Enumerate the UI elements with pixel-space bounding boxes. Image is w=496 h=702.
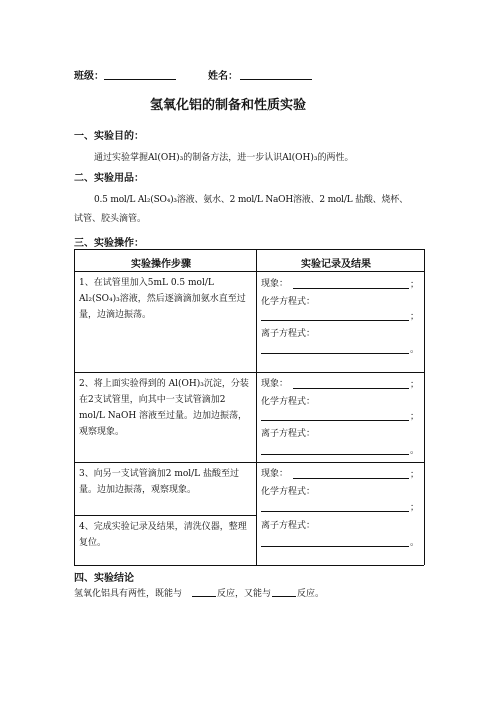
- table-row-divider-2: [74, 462, 424, 463]
- conclusion-text-c: 反应。: [297, 589, 325, 599]
- row1-chem-eq-label: 化学方程式：: [261, 297, 316, 307]
- step-2-text: 2、将上面实验得到的 Al(OH)₃沉淀，分装在2支试管里，向其中一支试管滴加2 mol/L NaOH 溶液至过量。边加边振荡，观察现象。: [79, 379, 249, 437]
- conclusion-text-a: 氢氧化铝具有两性，既能与: [74, 589, 183, 599]
- row1-phenomenon-blank[interactable]: [293, 288, 409, 289]
- column-header-steps: 实验操作步骤: [131, 259, 191, 270]
- row3-semicolon-1: ；: [410, 470, 420, 480]
- table-row-divider-3: [74, 515, 256, 516]
- row3-ion-eq-blank[interactable]: [261, 546, 409, 547]
- step-4-text: 4、完成实验记录及结果，清洗仪器，整理复位。: [79, 522, 247, 548]
- table-border-bottom: [74, 565, 424, 566]
- row2-ion-eq-label: 离子方程式：: [261, 429, 316, 439]
- row3-ion-eq-label: 离子方程式：: [261, 521, 316, 531]
- row1-ion-eq-label: 离子方程式：: [261, 329, 316, 339]
- row2-phenomenon-label: 现象：: [261, 379, 289, 389]
- row1-semicolon-1: ；: [410, 280, 420, 290]
- conclusion-blank-1[interactable]: [192, 596, 216, 597]
- class-label: 班级：: [74, 71, 104, 82]
- row1-ion-eq-blank[interactable]: [261, 353, 409, 354]
- materials-line-2: 试管、胶头滴管。: [74, 214, 147, 224]
- step-1-text: 1、在试管里加入5mL 0.5 mol/L Al₂(SO₄)₃溶液，然后逐滴滴加氨水直至过量，边滴边振荡。: [79, 278, 246, 320]
- row3-period: 。: [410, 538, 420, 548]
- table-border-left: [74, 249, 75, 565]
- conclusion-text-b: 反应，又能与: [217, 589, 272, 599]
- table-border-right: [424, 249, 425, 565]
- row3-phenomenon-label: 现象：: [261, 469, 289, 479]
- row2-ion-eq-blank[interactable]: [261, 454, 409, 455]
- name-label: 姓名：: [208, 71, 238, 82]
- name-blank[interactable]: [240, 79, 312, 80]
- row3-semicolon-2: ；: [410, 503, 420, 513]
- row3-chem-eq-blank[interactable]: [261, 511, 409, 512]
- class-blank[interactable]: [104, 79, 176, 80]
- row3-chem-eq-label: 化学方程式：: [261, 487, 316, 497]
- materials-line-1: 0.5 mol/L Al₂(SO₄)₃溶液、氨水、2 mol/L NaOH溶液、2 mol/L 盐酸、烧杯、: [94, 195, 408, 205]
- row1-period: 。: [410, 345, 420, 355]
- row2-phenomenon-blank[interactable]: [293, 388, 409, 389]
- row2-semicolon-2: ；: [410, 412, 420, 422]
- operation-heading: 三、实验操作：: [74, 238, 144, 249]
- table-border-top: [74, 249, 424, 250]
- row1-phenomenon-label: 现象：: [261, 279, 289, 289]
- row2-period: 。: [410, 446, 420, 456]
- row2-chem-eq-label: 化学方程式：: [261, 397, 316, 407]
- column-header-results: 实验记录及结果: [301, 259, 371, 270]
- conclusion-blank-2[interactable]: [272, 596, 296, 597]
- row2-semicolon-1: ；: [410, 380, 420, 390]
- purpose-heading: 一、实验目的：: [74, 131, 144, 142]
- step-3-text: 3、向另一支试管滴加2 mol/L 盐酸至过量。边加边振荡，观察现象。: [79, 469, 240, 495]
- row1-semicolon-2: ；: [410, 312, 420, 322]
- table-column-divider: [256, 249, 257, 565]
- purpose-text: 通过实验掌握Al(OH)₃的制备方法，进一步认识Al(OH)₃的两性。: [94, 153, 354, 163]
- page-title: 氢氧化铝的制备和性质实验: [150, 98, 307, 113]
- row2-chem-eq-blank[interactable]: [261, 420, 409, 421]
- row3-phenomenon-blank[interactable]: [293, 478, 409, 479]
- materials-heading: 二、实验用品：: [74, 173, 144, 184]
- table-header-divider: [74, 271, 424, 272]
- conclusion-heading: 四、实验结论: [74, 573, 134, 584]
- row1-chem-eq-blank[interactable]: [261, 320, 409, 321]
- table-row-divider-1: [74, 372, 424, 373]
